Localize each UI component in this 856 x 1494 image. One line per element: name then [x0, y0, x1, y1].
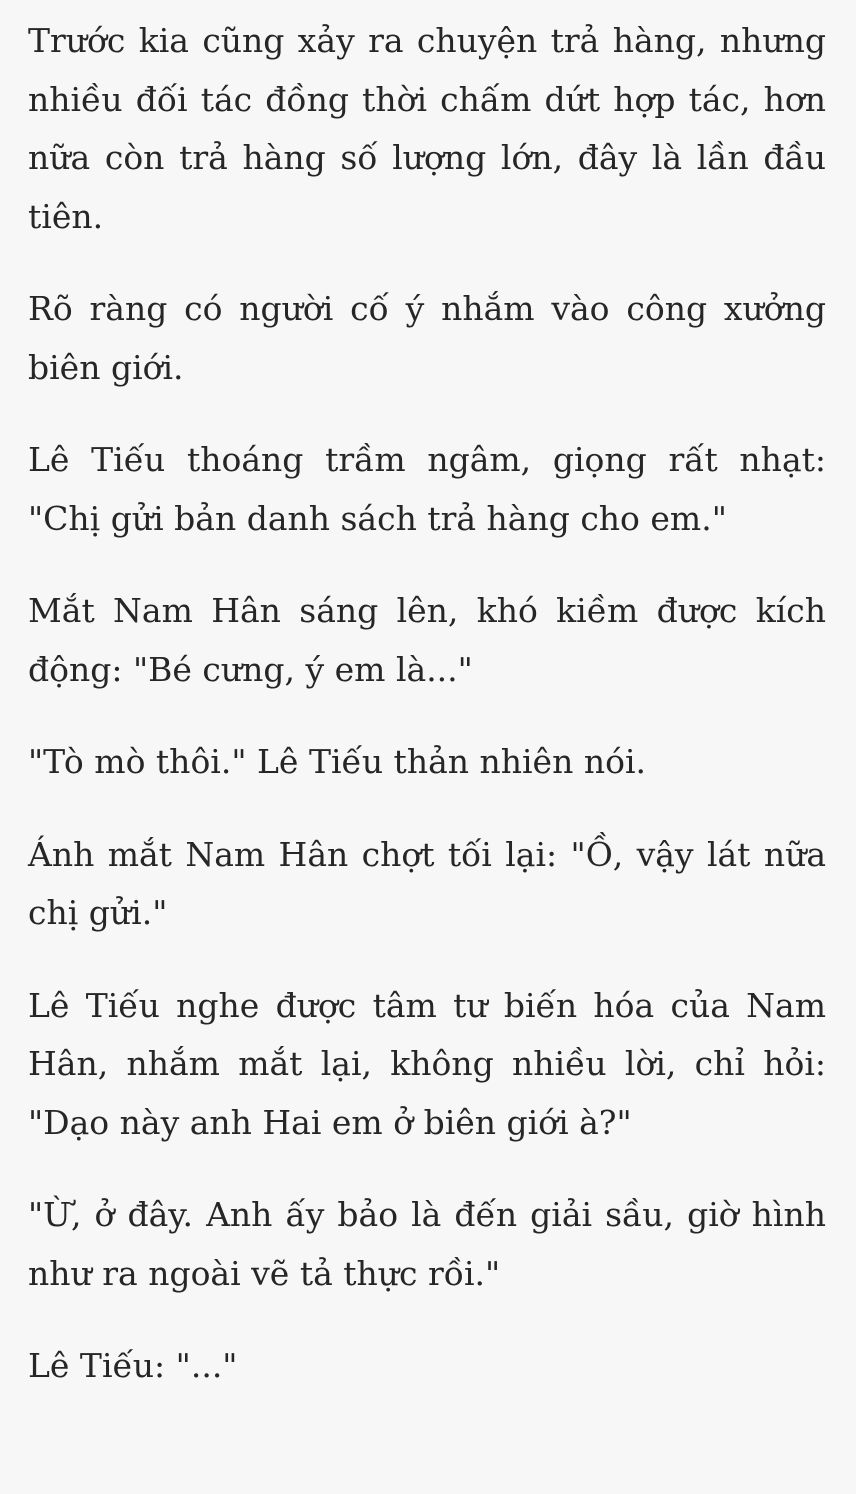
paragraph-6: Ánh mắt Nam Hân chợt tối lại: "Ồ, vậy lát nữa chị gửi." — [28, 834, 826, 932]
paragraph-4: Mắt Nam Hân sáng lên, khó kiềm được kích động: "Bé cưng, ý em là..." — [28, 591, 826, 689]
paragraph-9: Lê Tiếu: "..." — [28, 1346, 238, 1385]
paragraph-3: Lê Tiếu thoáng trầm ngâm, giọng rất nhạt: "Chị gửi bản danh sách trả hàng cho em." — [28, 440, 826, 538]
paragraph-7: Lê Tiếu nghe được tâm tư biến hóa của Nam Hân, nhắm mắt lại, không nhiều lời, chỉ hỏi: "Dạo này anh Hai em ở biên giới à?" — [28, 985, 826, 1142]
paragraph-5: "Tò mò thôi." Lê Tiếu thản nhiên nói. — [28, 742, 646, 781]
paragraph-8: "Ừ, ở đây. Anh ấy bảo là đến giải sầu, giờ hình như ra ngoài vẽ tả thực rồi." — [28, 1195, 826, 1293]
paragraph-1: Trước kia cũng xảy ra chuyện trả hàng, nhưng nhiều đối tác đồng thời chấm dứt hợp tác, hơn nữa còn trả hàng số lượng lớn, đây là lần đầu tiên. — [28, 21, 826, 236]
paragraph-2: Rõ ràng có người cố ý nhắm vào công xưởng biên giới. — [28, 289, 826, 387]
